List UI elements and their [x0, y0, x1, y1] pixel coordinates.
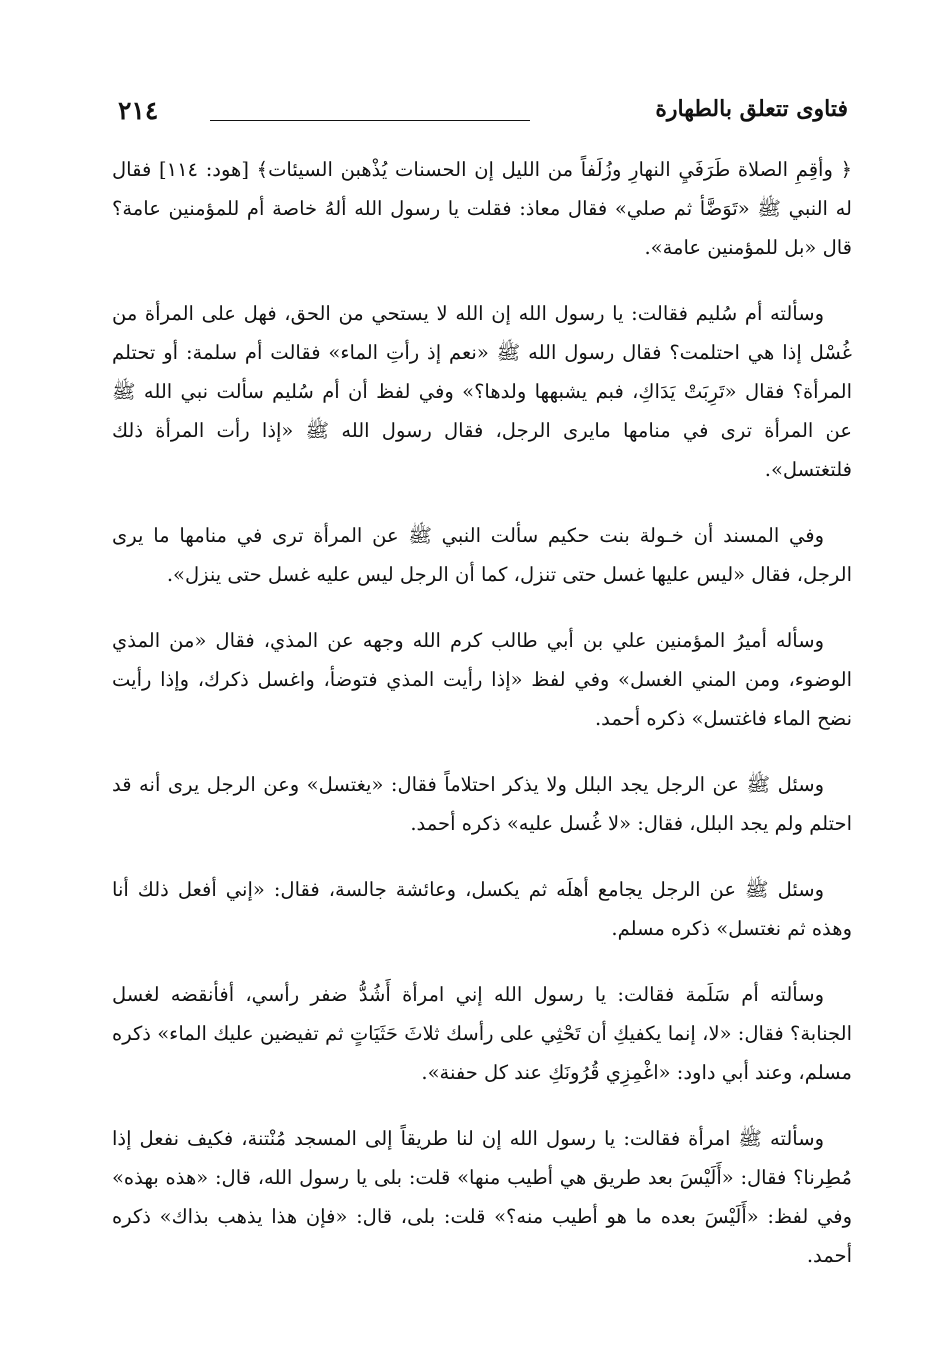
paragraph-masjid-road: وسألته ﷺ امرأة فقالت: يا رسول الله إن لنا طريقاً إلى المسجد مُنْتنة، فكيف نفعل إذا مُطِرنا؟ فقال: «أَلَيْسَ بعد طريق هي أطيب منها» قلت: بلى يا رسول الله، قال: «هذه بهذه» وفي لفظ: «أَلَيْسَ بعده ما هو أطيب منه؟» قلت: بلى، قال: «فإن هذا يذهب بذاك» ذكره أحمد.	[112, 1127, 852, 1267]
paragraph-umm-salama: وسألته أم سَلَمة فقالت: يا رسول الله إني امرأة أَشُدُّ ضفر رأسي، أفأنقضه لغسل الجنابة؟ فقال: «لا، إنما يكفيكِ أن تَحْثِي على رأسك ثلاثَ حَثَيَاتٍ ثم تفيضين عليك الماء» ذكره مسلم، وعند أبي داود: «اغْمِزِي قُرُونَكِ عند كل حفنة».	[112, 983, 852, 1084]
paragraph-khawla: وفي المسند أن خـولة بنت حكيم سألت النبي ﷺ عن المرأة ترى في منامها ما يرى الرجل، فقال «ليس عليها غسل حتى تنزل، كما أن الرجل ليس عليه غسل حتى ينزل».	[112, 524, 852, 586]
page-header	[118, 94, 848, 134]
page-body	[112, 150, 852, 1275]
header-rule	[210, 120, 530, 121]
paragraph-yaksal: وسئل ﷺ عن الرجل يجامع أهلَه ثم يكسل، وعائشة جالسة، فقال: «إني أفعل ذلك أنا وهذه ثم نغتسل» ذكره مسلم.	[112, 878, 852, 940]
page-number: ٢١٤	[118, 96, 159, 125]
paragraph-balal: وسئل ﷺ عن الرجل يجد البلل ولا يذكر احتلاماً فقال: «يغتسل» وعن الرجل يرى أنه قد احتلم ولم يجد البلل، فقال: «لا غُسل عليه» ذكره أحمد.	[112, 773, 852, 835]
paragraph-umm-sulaym: وسألته أم سُليم فقالت: يا رسول الله إن الله لا يستحي من الحق، فهل على المرأة من غُسْل إذا هي احتلمت؟ فقال رسول الله ﷺ «نعم إذ رأتِ الماء» فقالت أم سلمة: أو تحتلم المرأة؟ فقال «تَرِبَتْ يَدَاكِ، فبم يشبهها ولدها؟» وفي لفظ أن أم سُليم سألت نبي الله ﷺ عن المرأة ترى في منامها مايرى الرجل، فقال رسول الله ﷺ «إذا رأت المرأة ذلك فلتغتسل».	[112, 302, 852, 481]
paragraph-quran-verse: ﴿ وأقِمِ الصلاة طَرَفَيِ النهارِ وزُلَفاً من الليل إن الحسنات يُذْهبن السيئات﴾ [هود: ١١٤] فقال له النبي ﷺ «تَوَضَّأ ثم صلي» فقال معاذ: فقلت يا رسول الله ألهُ خاصة أم للمؤمنين عامة؟ قال «بل للمؤمنين عامة».	[112, 158, 852, 259]
running-title: فتاوى تتعلق بالطهارة	[655, 96, 848, 122]
paragraph-ali-madhy: وسأله أميرُ المؤمنين علي بن أبي طالب كرم الله وجهه عن المذي، فقال «من المذي الوضوء، ومن المني الغسل» وفي لفظ «إذا رأيت المذي فتوضأ، واغسل ذكرك، وإذا رأيت نضح الماء فاغتسل» ذكره أحمد.	[112, 629, 852, 730]
